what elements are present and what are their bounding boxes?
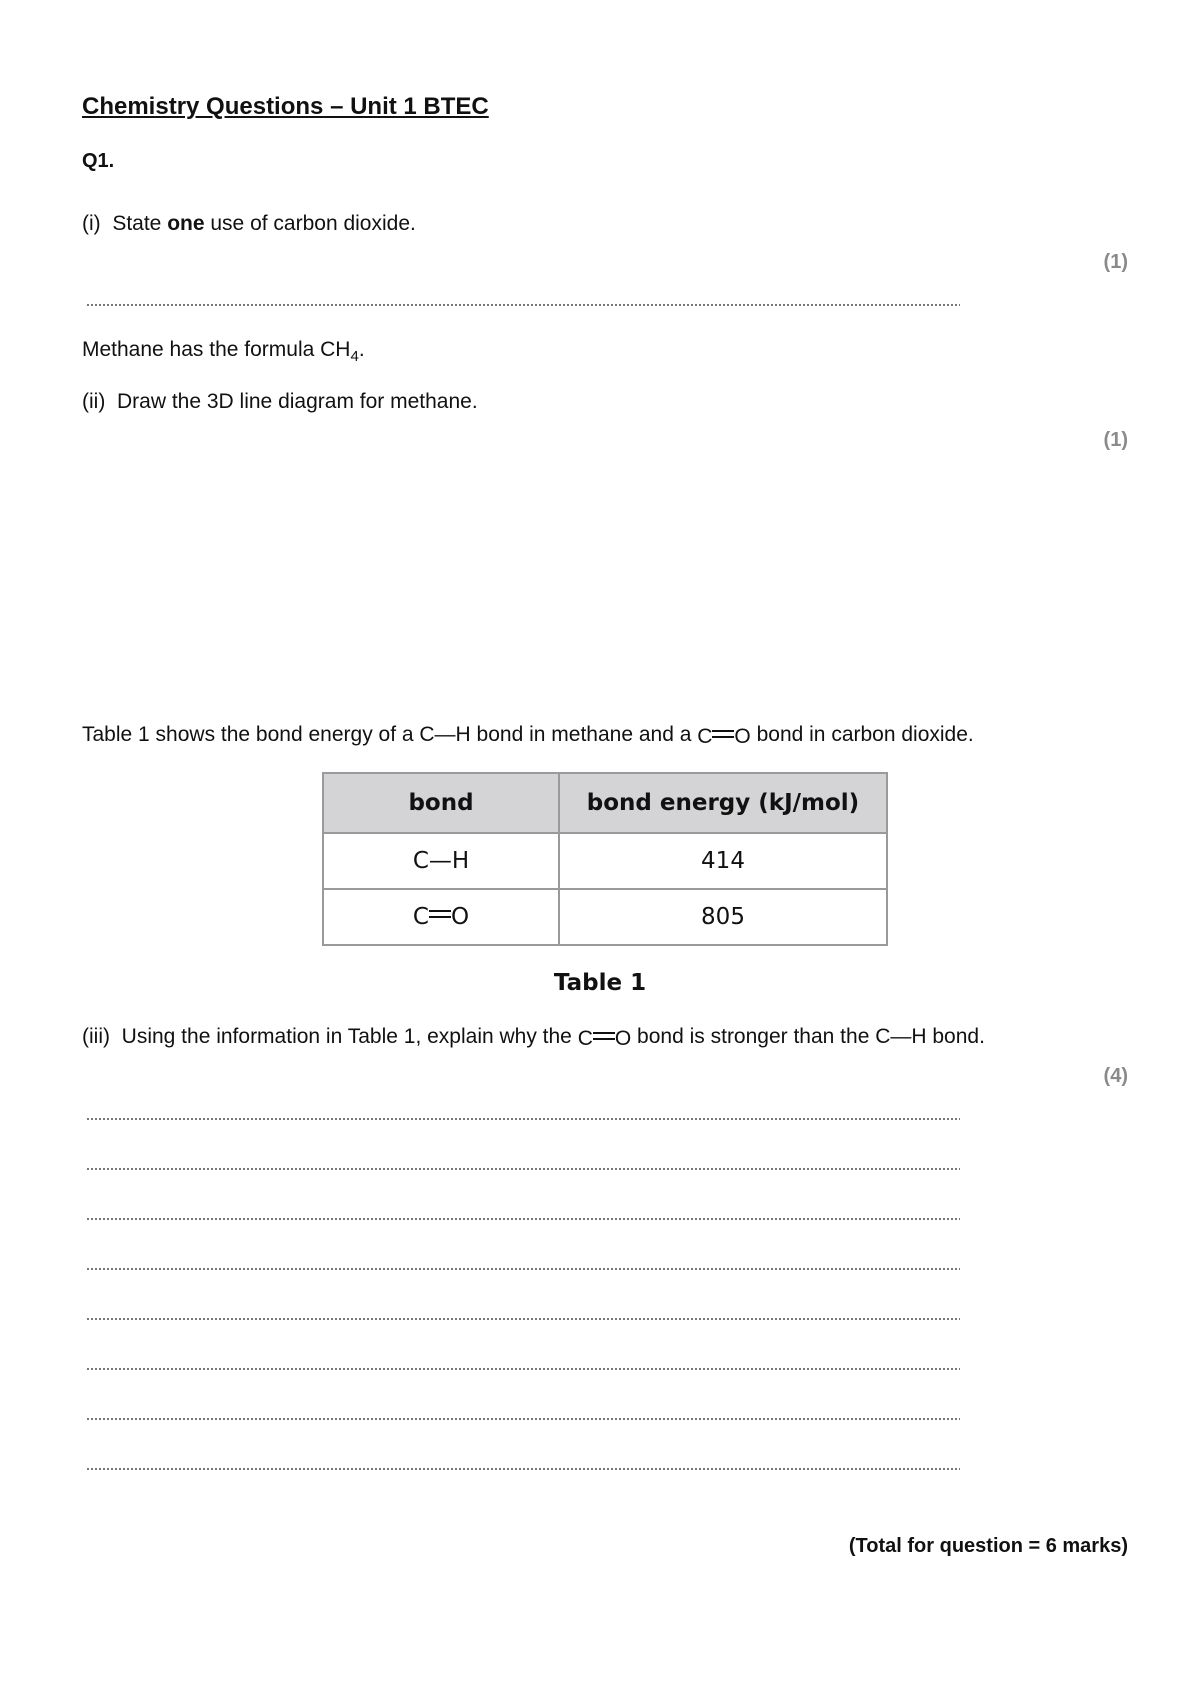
cell-bond-ch: C—H [323, 833, 559, 889]
part-i-text-before: State [112, 212, 168, 235]
methane-text: Methane has the formula CH [82, 338, 351, 361]
table-header-row [323, 773, 887, 833]
part-i-text-after: use of carbon dioxide. [204, 212, 416, 235]
double-bond-lines [593, 1032, 615, 1040]
part-iii-label: (iii) [82, 1025, 110, 1048]
answer-line-iii-8[interactable] [86, 1468, 960, 1470]
cell-energy-co: 805 [559, 889, 887, 945]
header-bond-energy: bond energy (kJ/mol) [559, 773, 887, 833]
double-bond-symbol: C O [577, 1027, 632, 1050]
table-caption: Table 1 [553, 970, 647, 996]
methane-subscript: 4 [350, 348, 359, 366]
part-i-question [82, 211, 416, 237]
part-ii-marks: (1) [1103, 429, 1128, 451]
part-i-label: (i) [82, 212, 101, 235]
total-marks: (Total for question = 6 marks) [848, 1535, 1128, 1557]
methane-end: . [358, 338, 365, 361]
methane-statement [82, 337, 365, 370]
table-intro-before: Table 1 shows the bond energy of a C—H bond in methane and a [82, 723, 698, 746]
double-bond-symbol: C O [412, 904, 470, 930]
part-i-marks: (1) [1103, 251, 1128, 273]
answer-line-iii-4[interactable] [86, 1268, 960, 1270]
table-row [323, 889, 887, 945]
double-bond-lines [429, 910, 451, 918]
header-bond: bond [323, 773, 559, 833]
drawing-area[interactable] [82, 460, 1132, 700]
page-title: Chemistry Questions – Unit 1 BTEC [82, 93, 489, 120]
double-bond-lines [712, 730, 734, 738]
answer-line-iii-5[interactable] [86, 1318, 960, 1320]
table-row [323, 833, 887, 889]
part-ii-label: (ii) [82, 390, 106, 413]
part-iii-text-before: Using the information in Table 1, explain why the [121, 1025, 578, 1048]
part-iii-marks: (4) [1103, 1065, 1128, 1087]
part-i-bold-word: one [167, 212, 205, 235]
answer-line-iii-2[interactable] [86, 1168, 960, 1170]
double-bond-symbol: C O [697, 725, 751, 748]
table-intro [82, 722, 974, 750]
bond-energy-table [322, 772, 888, 946]
cell-bond-co [323, 889, 559, 945]
answer-line-i[interactable] [86, 304, 960, 306]
part-ii-text: Draw the 3D line diagram for methane. [117, 390, 478, 413]
answer-line-iii-6[interactable] [86, 1368, 960, 1370]
answer-line-iii-7[interactable] [86, 1418, 960, 1420]
part-iii-question [82, 1024, 985, 1052]
answer-line-iii-3[interactable] [86, 1218, 960, 1220]
table-intro-after: bond in carbon dioxide. [750, 723, 974, 746]
answer-line-iii-1[interactable] [86, 1118, 960, 1120]
part-iii-text-after: bond is stronger than the C—H bond. [631, 1025, 985, 1048]
question-number: Q1. [82, 150, 115, 172]
cell-energy-ch: 414 [559, 833, 887, 889]
part-ii-question [82, 389, 478, 415]
